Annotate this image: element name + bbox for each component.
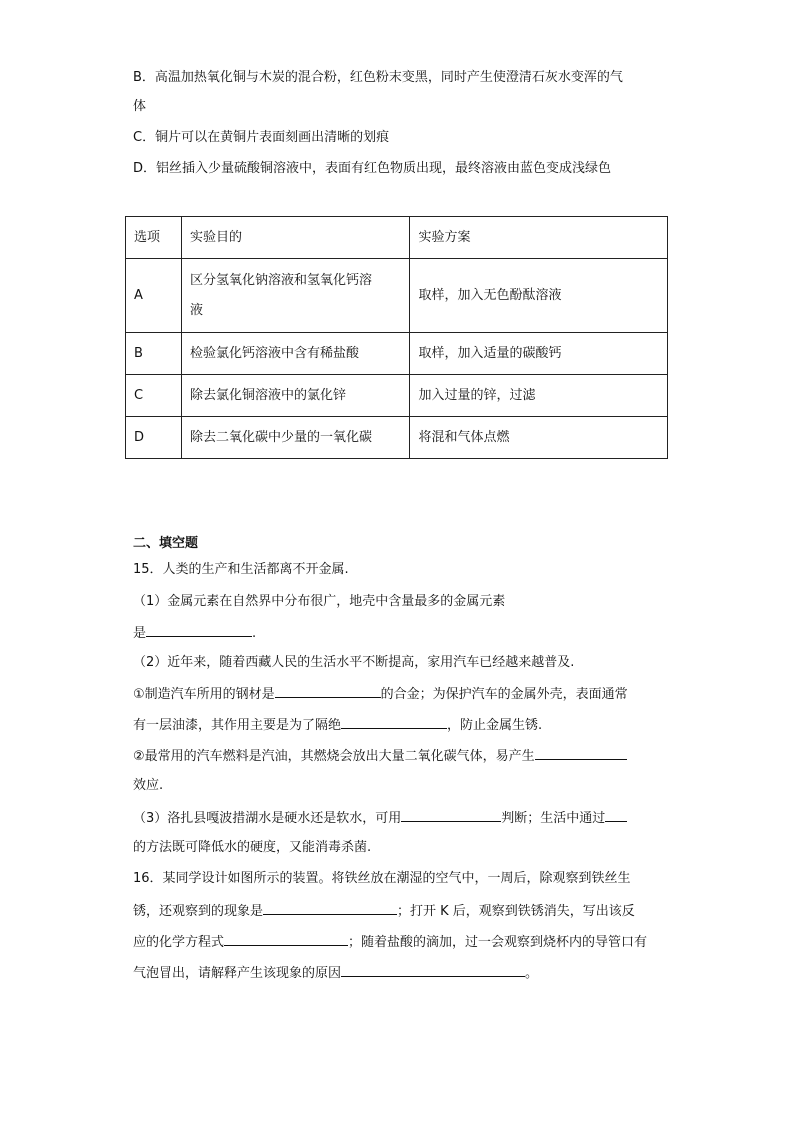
q15-p2b-text: ②最常用的汽车燃料是汽油，其燃烧会放出大量二氧化碳气体，易产生 — [133, 749, 535, 764]
row-purpose: 除去二氧化碳中少量的一氧化碳 — [181, 417, 410, 459]
q16-text-a: 锈，还观察到的现象是 — [133, 904, 264, 919]
header-plan: 实验方案 — [410, 217, 668, 259]
q16-line2 — [133, 900, 635, 922]
row-option: C — [126, 375, 182, 417]
q15-p3-text-b: 判断；生活中通过 — [501, 811, 606, 826]
section-heading: 二、填空题 — [133, 536, 199, 551]
table-row — [126, 375, 668, 417]
q15-p2a-text-b: 的合金；为保护汽车的金属外壳，表面通常 — [380, 687, 628, 702]
table-header-row — [126, 217, 668, 259]
answer-blank[interactable] — [605, 807, 627, 822]
answer-blank[interactable] — [341, 714, 447, 729]
table-row — [126, 333, 668, 375]
row-plan: 将混和气体点燃 — [410, 417, 668, 459]
q15-p1-line1: （1）金属元素在自然界中分布很广，地壳中含量最多的金属元素 — [133, 594, 506, 609]
option-b-line2: 体 — [133, 99, 147, 114]
q16-line4 — [133, 962, 538, 984]
experiment-table — [125, 216, 668, 459]
q16-text-e: 气泡冒出，请解释产生该现象的原因 — [133, 966, 342, 981]
table-row — [126, 417, 668, 459]
q15-p2b-line1 — [133, 745, 627, 767]
q16-text-f: 。 — [525, 966, 539, 981]
q15-p1-line2 — [133, 622, 256, 644]
q15-p2a-text-c: 有一层油漆，其作用主要是为了隔绝 — [133, 718, 342, 733]
q15-p3-line2: 的方法既可降低水的硬度，又能消毒杀菌. — [133, 840, 372, 855]
q16-line3 — [133, 931, 647, 953]
option-d: D．铝丝插入少量硫酸铜溶液中，表面有红色物质出现，最终溶液由蓝色变成浅绿色 — [133, 161, 612, 176]
table-row — [126, 259, 668, 333]
row-plan: 取样，加入无色酚酞溶液 — [410, 259, 668, 333]
q15-p1-text-a: 是 — [133, 626, 147, 641]
q16-text-d: ；随着盐酸的滴加，过一会观察到烧杯内的导管口有 — [348, 935, 648, 950]
q15-p3-line1 — [133, 807, 627, 829]
q15-stem: 15．人类的生产和生活都离不开金属. — [133, 562, 349, 577]
answer-blank[interactable] — [341, 962, 525, 977]
q15-p3-text-a: （3）洛扎县嘎波措湖水是硬水还是软水，可用 — [133, 811, 402, 826]
answer-blank[interactable] — [224, 931, 348, 946]
row-purpose-line1: 区分氢氧化钠溶液和氢氧化钙溶 — [189, 272, 372, 288]
row-purpose: 除去氯化铜溶液中的氯化锌 — [181, 375, 410, 417]
row-purpose: 检验氯化钙溶液中含有稀盐酸 — [181, 333, 410, 375]
option-b-line1: B．高温加热氧化铜与木炭的混合粉，红色粉末变黑，同时产生使澄清石灰水变浑的气 — [133, 70, 623, 85]
q15-p2a-text-d: ，防止金属生锈. — [447, 718, 543, 733]
row-plan: 加入过量的锌，过滤 — [410, 375, 668, 417]
q15-p2b-line2: 效应. — [133, 778, 164, 793]
q15-p2: （2）近年来，随着西藏人民的生活水平不断提高，家用汽车已经越来越普及. — [133, 655, 575, 670]
answer-blank[interactable] — [263, 900, 397, 915]
q16-text-b: ；打开 K 后，观察到铁锈消失，写出该反 — [397, 904, 635, 919]
header-purpose: 实验目的 — [181, 217, 410, 259]
q15-p2a-line2 — [133, 714, 542, 736]
answer-blank[interactable] — [275, 683, 381, 698]
answer-blank[interactable] — [535, 745, 627, 760]
row-option: D — [126, 417, 182, 459]
option-c: C．铜片可以在黄铜片表面刻画出清晰的划痕 — [133, 130, 390, 145]
q16-text-c: 应的化学方程式 — [133, 935, 225, 950]
answer-blank[interactable] — [146, 622, 252, 637]
row-purpose — [181, 259, 410, 333]
q15-p1-text-b: . — [252, 626, 257, 641]
header-option: 选项 — [126, 217, 182, 259]
q15-p2a-line1 — [133, 683, 628, 705]
q15-p2a-text-a: ①制造汽车所用的钢材是 — [133, 687, 275, 702]
answer-blank[interactable] — [401, 807, 501, 822]
q16-line1: 16．某同学设计如图所示的装置。将铁丝放在潮湿的空气中，一周后，除观察到铁丝生 — [133, 871, 631, 886]
row-plan: 取样，加入适量的碳酸钙 — [410, 333, 668, 375]
row-option: A — [126, 259, 182, 333]
row-option: B — [126, 333, 182, 375]
row-purpose-line2: 液 — [189, 302, 203, 318]
